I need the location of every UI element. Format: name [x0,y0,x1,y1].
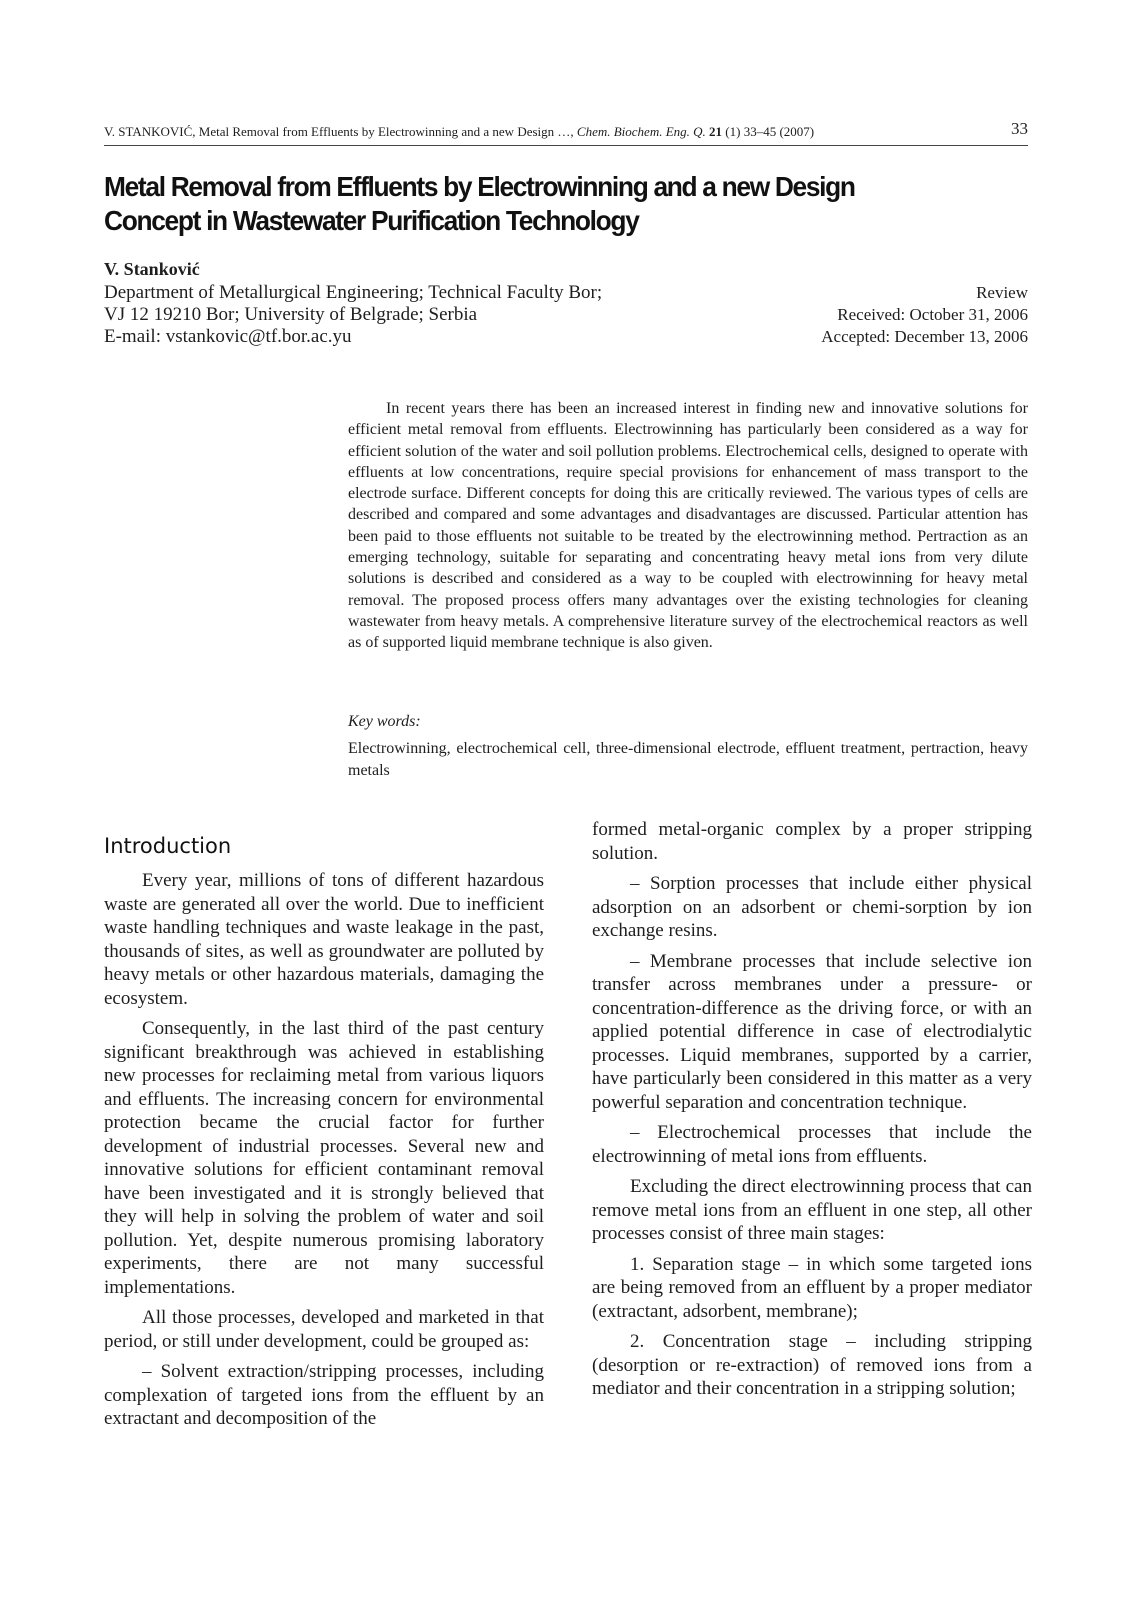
paragraph: Every year, millions of tons of different hazardous waste are generated all over the world. Due to inefficient waste handling techniques and waste leakage in the past, thousands of sites, as well as groundwater are polluted by heavy metals or other hazardous materials, damaging the ecosystem. [104,870,544,1009]
paragraph: – Sorption processes that include either physical adsorption on an adsorbent or chemi-sorption by ion exchange resins. [592,873,1032,941]
abstract: In recent years there has been an increased interest in finding new and innovative solutions for efficient metal removal from effluents. Electrowinning has particularly been considered as a way for efficient solution of the water and soil pollution problems. Electrochemical cells, designed to operate with effluents at low concentrations, require special provisions for enhancement of mass transport to the electrode surface. Different concepts for doing this are critically reviewed. The various types of cells are described and compared and some advantages and disadvantages are discussed. Particular attention has been paid to those effluents not suitable to be treated by the electrowinning method. Pertraction as an emerging technology, suitable for separating and concentrating heavy metal ions from very dilute solutions is described and considered as a way to be coupled with electrowinning for heavy metal removal. The proposed process offers many advantages over the existing technologies for cleaning wastewater from heavy metals. A comprehensive literature survey of the electrochemical reactors as well as of supported liquid membrane technique is also given. [348,400,1028,652]
section-heading-introduction: Introduction [104,834,232,858]
left-column [104,869,544,1431]
paragraph: formed metal-organic complex by a proper stripping solution. [592,819,1032,864]
paragraph: 2. Concentration stage – including stripping (desorption or re-extraction) of removed ions from a mediator and their concentration in a stripping solution; [592,1331,1032,1399]
running-header-authors: V. STANKOVIĆ, Metal Removal from Effluents by Electrowinning and a new Design …, [104,124,577,139]
keywords-text: Electrowinning, electrochemical cell, three-dimensional electrode, effluent treatment, pertraction, heavy metals [348,740,1028,779]
paragraph: Excluding the direct electrowinning process that can remove metal ions from an effluent in one step, all other processes consist of three main stages: [592,1176,1032,1244]
article-meta [821,282,1028,348]
paragraph: – Electrochemical processes that include the electrowinning of metal ions from effluents. [592,1122,1032,1167]
article-type: Review [976,283,1028,302]
article-title: Metal Removal from Effluents by Electrowinning and a new Design Concept in Wastewater Purification Technology [104,171,855,236]
received-date: Received: October 31, 2006 [837,305,1028,324]
page-number: 33 [1011,119,1028,138]
accepted-date: Accepted: December 13, 2006 [821,327,1028,346]
affiliation [104,282,602,348]
affiliation-line: Department of Metallurgical Engineering; Technical Faculty Bor; [104,282,603,303]
paragraph: 1. Separation stage – in which some targeted ions are being removed from an effluent by a proper mediator (extractant, adsorbent, membrane); [592,1253,1032,1322]
paragraph: Consequently, in the last third of the past century significant breakthrough was achieved in establishing new processes for reclaiming metal from various liquors and effluents. The increasing concern for environmental protection became the crucial factor for further development of industrial processes. Several new and innovative solutions for efficient contaminant removal have been investigated and it is strongly believed that they will help in solving the problem of water and soil pollution. Yet, despite numerous promising laboratory experiments, there are not many successful implementations. [104,1018,544,1298]
running-header [104,115,1028,146]
running-header-citation [104,124,814,140]
paragraph: – Solvent extraction/stripping processes, including complexation of targeted ions from the effluent by an extractant and decomposition of the [104,1361,544,1429]
running-header-journal: Chem. Biochem. Eng. Q. [576,124,706,139]
email-line: E-mail: vstankovic@tf.bor.ac.yu [104,326,352,347]
running-header-issue: (1) 33–45 (2007) [722,124,815,139]
right-column [592,818,1032,1401]
keywords-label: Key words: [348,713,421,730]
paragraph: – Membrane processes that include selective ion transfer across membranes under a pressure- or concentration-difference as the driving force, or with an applied potential difference in case of electrodialytic processes. Liquid membranes, supported by a carrier, have particularly been considered in this matter as a very powerful separation and concentration technique. [592,950,1032,1113]
running-header-volume: 21 [709,124,723,139]
author-name: V. Stanković [104,259,200,279]
paragraph: All those processes, developed and marketed in that period, or still under development, could be grouped as: [104,1307,544,1352]
affiliation-line: VJ 12 19210 Bor; University of Belgrade; Serbia [104,304,478,325]
